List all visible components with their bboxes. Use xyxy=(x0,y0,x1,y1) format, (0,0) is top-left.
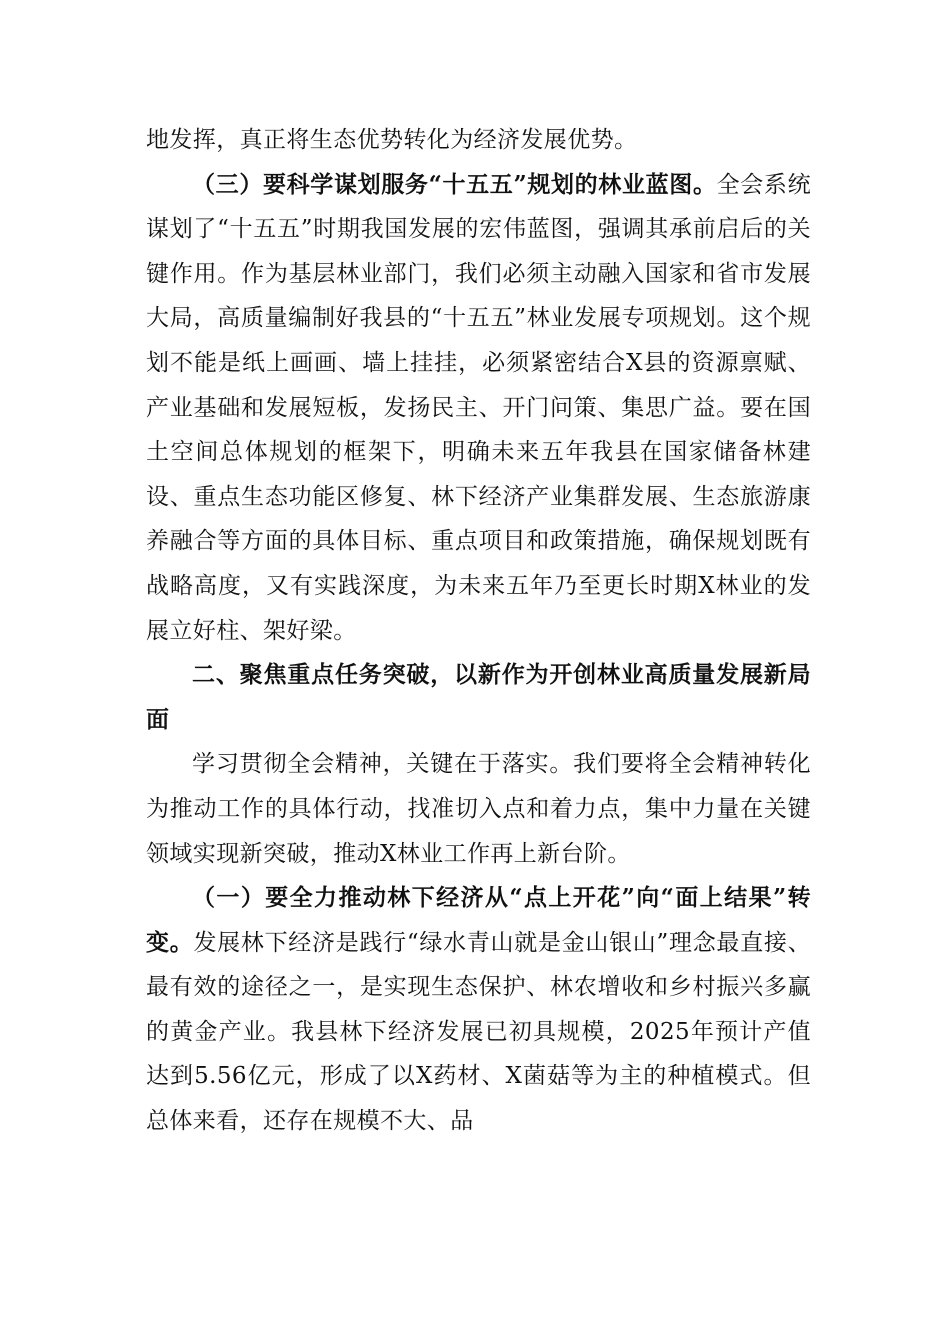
paragraph-text: 全会系统谋划了“十五五”时期我国发展的宏伟蓝图，强调其承前启后的关键作用。作为基层林业部门，我们必须主动融入国家和省市发展大局，高质量编制好我县的“十五五”林业发展专项规划。这个规划不能是纸上画画、墙上挂挂，必须紧密结合X县的资源禀赋、产业基础和发展短板，发扬民主、开门问策、集思广益。要在国土空间总体规划的框架下，明确未来五年我县在国家储备林建设、重点生态功能区修复、林下经济产业集群发展、生态旅游康养融合等方面的具体目标、重点项目和政策措施，确保规划既有战略高度，又有实践深度，为未来五年乃至更长时期X林业的发展立好柱、架好梁。 xyxy=(146,171,811,644)
section-heading-2: 二、聚焦重点任务突破，以新作为开创林业高质量发展新局面 xyxy=(146,662,811,733)
paragraph-text: 学习贯彻全会精神，关键在于落实。我们要将全会精神转化为推动工作的具体行动，找准切入点和着力点，集中力量在关键领域实现新突破，推动X林业工作再上新台阶。 xyxy=(146,751,811,867)
paragraph-subsection-1 xyxy=(146,876,811,1144)
paragraph-intro xyxy=(146,742,811,876)
paragraph-continued xyxy=(146,118,811,163)
paragraph-section-3 xyxy=(146,163,811,654)
document-body xyxy=(146,118,811,1144)
paragraph-text: 发展林下经济是践行“绿水青山就是金山银山”理念最直接、最有效的途径之一，是实现生态保护、林农增收和乡村振兴多赢的黄金产业。我县林下经济发展已初具规模，2025年预计产值达到5.56亿元，形成了以X药材、X菌菇等为主的种植模式。但总体来看，还存在规模不大、品 xyxy=(146,929,811,1135)
paragraph-lead-heading: （三）要科学谋划服务“十五五”规划的林业蓝图。 xyxy=(192,170,717,198)
paragraph-lead-heading: （一）要全力推动林下经济从“点上开花”向“面上结果”转变。 xyxy=(146,884,811,956)
paragraph-text: 地发挥，真正将生态优势转化为经济发展优势。 xyxy=(146,127,638,153)
